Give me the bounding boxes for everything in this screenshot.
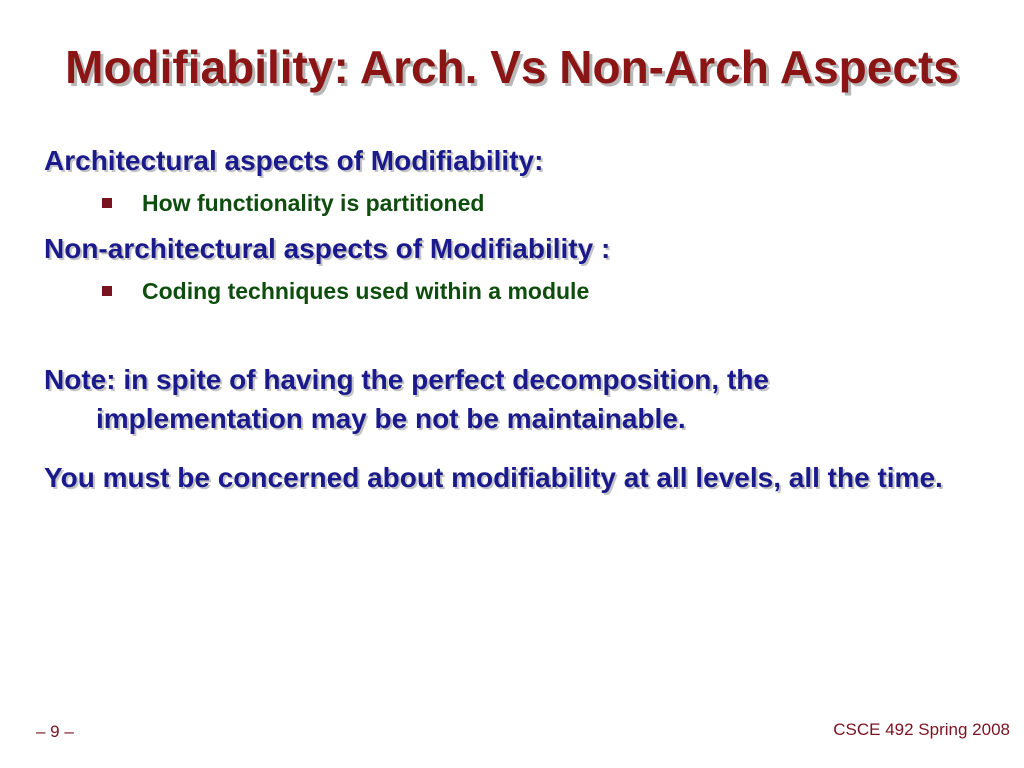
note-decomposition: Note: in spite of having the perfect decomposition, the implementation may be not be maintainable. [44,364,769,434]
page-number: – 9 – [36,722,74,741]
course-label: CSCE 492 Spring 2008 [833,720,1010,739]
bullet-item-non-architectural [142,274,974,308]
square-bullet-icon [102,286,112,296]
section-heading-architectural: Architectural aspects of Modifiability: [44,145,544,176]
slide-content [44,142,974,497]
bullet-item-architectural [142,186,974,220]
slide-title: Modifiability: Arch. Vs Non-Arch Aspects [65,41,959,93]
note-modifiability: You must be concerned about modifiability at all levels, all the time. [44,462,943,493]
bullet-text: How functionality is partitioned [142,190,485,216]
bullet-text: Coding techniques used within a module [142,278,590,304]
square-bullet-icon [102,198,112,208]
section-heading-non-architectural: Non-architectural aspects of Modifiability : [44,233,611,264]
